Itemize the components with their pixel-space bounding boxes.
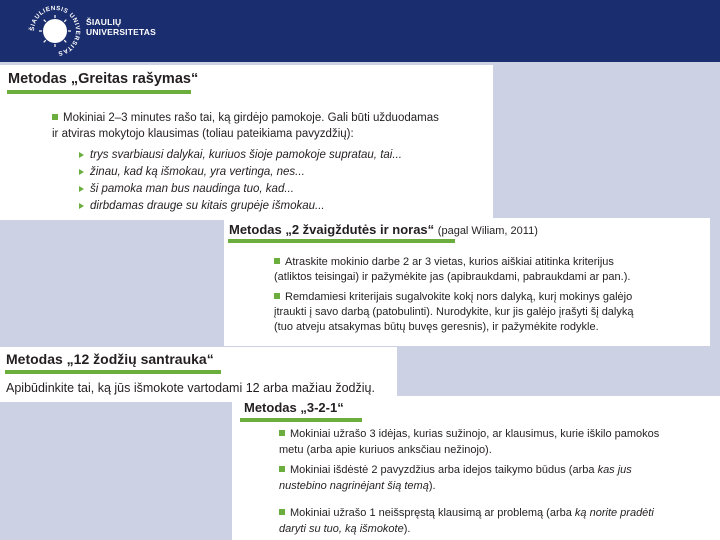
method-panel-2-zvaigzdutes — [224, 218, 710, 346]
panel-title: Metodas „12 žodžių santrauka“ — [6, 351, 214, 367]
logo-line-2: UNIVERSITETAS — [86, 27, 156, 37]
title-underline — [240, 418, 362, 422]
bullet-item — [52, 110, 492, 142]
panel-title: Metodas „Greitas rašymas“ — [8, 71, 199, 87]
bullet-square-icon — [279, 509, 285, 515]
bullet-item: Mokiniai užrašo 3 idėjas, kurias sužinojo, ar klausimus, kurie iškilo pamokos metu (arba apie kuriuos anksčiau nežinojo). — [279, 428, 660, 456]
header-bar — [0, 0, 720, 62]
logo-line-1: ŠIAULIŲ — [86, 17, 122, 27]
title-underline — [5, 370, 221, 374]
bullet-square-icon — [274, 293, 280, 299]
triangle-bullet-icon — [79, 152, 84, 158]
method-panel-3-2-1 — [232, 396, 720, 540]
logo-ring-text: ŠIAULIENSIS UNIVERSITAS — [28, 4, 82, 57]
method-panel-12-zodziu — [0, 347, 397, 402]
logo-wordmark — [86, 17, 156, 37]
list-item: dirbdamas drauge su kitais grupėje išmokau... — [79, 198, 489, 215]
bullet-text-line: ir atviras mokytojo klausimas (toliau pateikiama pavyzdžių): — [52, 128, 354, 140]
bullet-text-line: Mokiniai 2–3 minutes rašo tai, ką girdėjo pamokoje. Gali būti užduodamas — [63, 112, 439, 124]
bullet-item: Atraskite mokinio darbe 2 ar 3 vietas, kurios aiškiai atitinka kriterijus (atliktos teisingai) ir pažymėkite jas (apibraukdami, pabraukdami ar pan.). — [274, 256, 631, 283]
panel-title-text: Metodas „2 žvaigždutės ir noras“ — [229, 222, 435, 237]
bullet-item: Remdamiesi kriterijais sugalvokite kokį nors dalyką, kurį mokinys galėjo įtraukti į savo darbą (patobulinti). Nurodykite, kur jis galėjo įrašyti šį dalyką (tuo atveju atsakymas būtų buvęs geresnis), ir pažymėkite rodykle. — [274, 291, 634, 333]
triangle-bullet-icon — [79, 203, 84, 209]
bullet-square-icon — [279, 430, 285, 436]
university-logo-icon — [26, 2, 84, 60]
bullet-square-icon — [274, 258, 280, 264]
sub-list — [79, 147, 489, 215]
panel-text: Apibūdinkite tai, ką jūs išmokote vartodami 12 arba mažiau žodžių. — [6, 381, 375, 395]
panel-title — [229, 222, 538, 237]
panel-title-source: (pagal Wiliam, 2011) — [437, 225, 538, 237]
list-item: ši pamoka man bus naudinga tuo, kad... — [79, 181, 489, 198]
triangle-bullet-icon — [79, 186, 84, 192]
bullet-square-icon — [279, 466, 285, 472]
bullet-item: Mokiniai išdėstė 2 pavyzdžius arba idejos taikymo būdus (arba kas jus nustebino nagrinėjant šią temą). — [279, 464, 632, 492]
triangle-bullet-icon — [79, 169, 84, 175]
list-item: trys svarbiausi dalykai, kuriuos šioje pamokoje supratau, tai... — [79, 147, 489, 164]
panel-title: Metodas „3-2-1“ — [244, 400, 344, 415]
title-underline — [228, 239, 455, 243]
bullet-item: Mokiniai užrašo 1 neišspręstą klausimą ar problemą (arba ką norite pradėti daryti su tuo, ką išmokote). — [279, 507, 654, 535]
method-panel-greitas-rasymas — [0, 65, 493, 220]
bullet-square-icon — [52, 114, 58, 120]
list-item: žinau, kad ką išmokau, yra vertinga, nes... — [79, 164, 489, 181]
title-underline — [7, 90, 191, 94]
